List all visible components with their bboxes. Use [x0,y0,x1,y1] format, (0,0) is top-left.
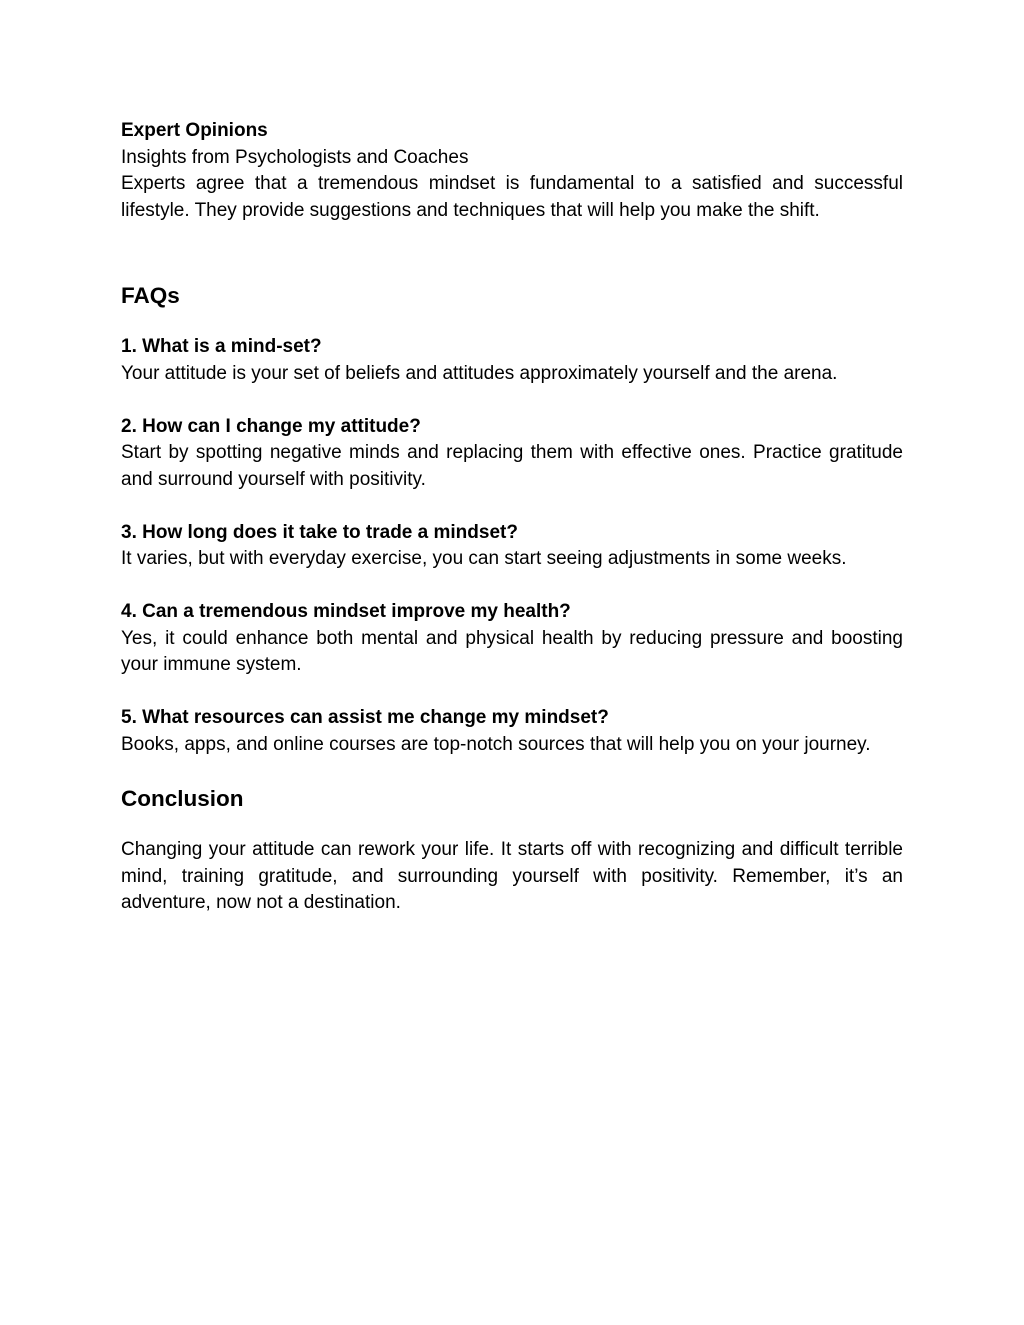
faqs-section [121,281,903,758]
conclusion-heading: Conclusion [121,786,244,811]
faq-item [121,414,903,494]
faq-answer: Your attitude is your set of beliefs and attitudes approximately yourself and the arena. [121,362,838,384]
expert-opinions-body: Experts agree that a tremendous mindset is fundamental to a satisfied and successful lifestyle. They provide suggestions and techniques that will help you make the shift. [121,173,903,221]
faq-answer: Books, apps, and online courses are top-notch sources that will help you on your journey. [121,733,871,755]
faq-item [121,705,903,758]
faq-answer: Start by spotting negative minds and replacing them with effective ones. Practice gratitude and surround yourself with positivity. [121,442,903,490]
faq-question: 5. What resources can assist me change my mindset? [121,707,609,728]
faq-question: 3. How long does it take to trade a mindset? [121,521,518,543]
conclusion-section [121,784,903,917]
faq-answer: Yes, it could enhance both mental and physical health by reducing pressure and boosting your immune system. [121,627,903,675]
spacer [121,224,903,281]
document-page [121,118,903,917]
expert-opinions-subheading: Insights from Psychologists and Coaches [121,146,469,168]
conclusion-body: Changing your attitude can rework your life. It starts off with recognizing and difficult terrible mind, training gratitude, and surrounding yourself with positivity. Remember, it’s an adventure, now not a destination. [121,839,903,913]
expert-opinions-section [121,118,903,224]
expert-opinions-heading: Expert Opinions [121,120,268,141]
faq-question: 4. Can a tremendous mindset improve my health? [121,601,571,622]
faq-item [121,599,903,679]
faqs-heading: FAQs [121,283,180,308]
faq-item [121,520,903,573]
faq-item [121,334,903,387]
faq-question: 1. What is a mind-set? [121,336,322,357]
faq-question: 2. How can I change my attitude? [121,415,421,437]
faq-answer: It varies, but with everyday exercise, you can start seeing adjustments in some weeks. [121,548,847,569]
